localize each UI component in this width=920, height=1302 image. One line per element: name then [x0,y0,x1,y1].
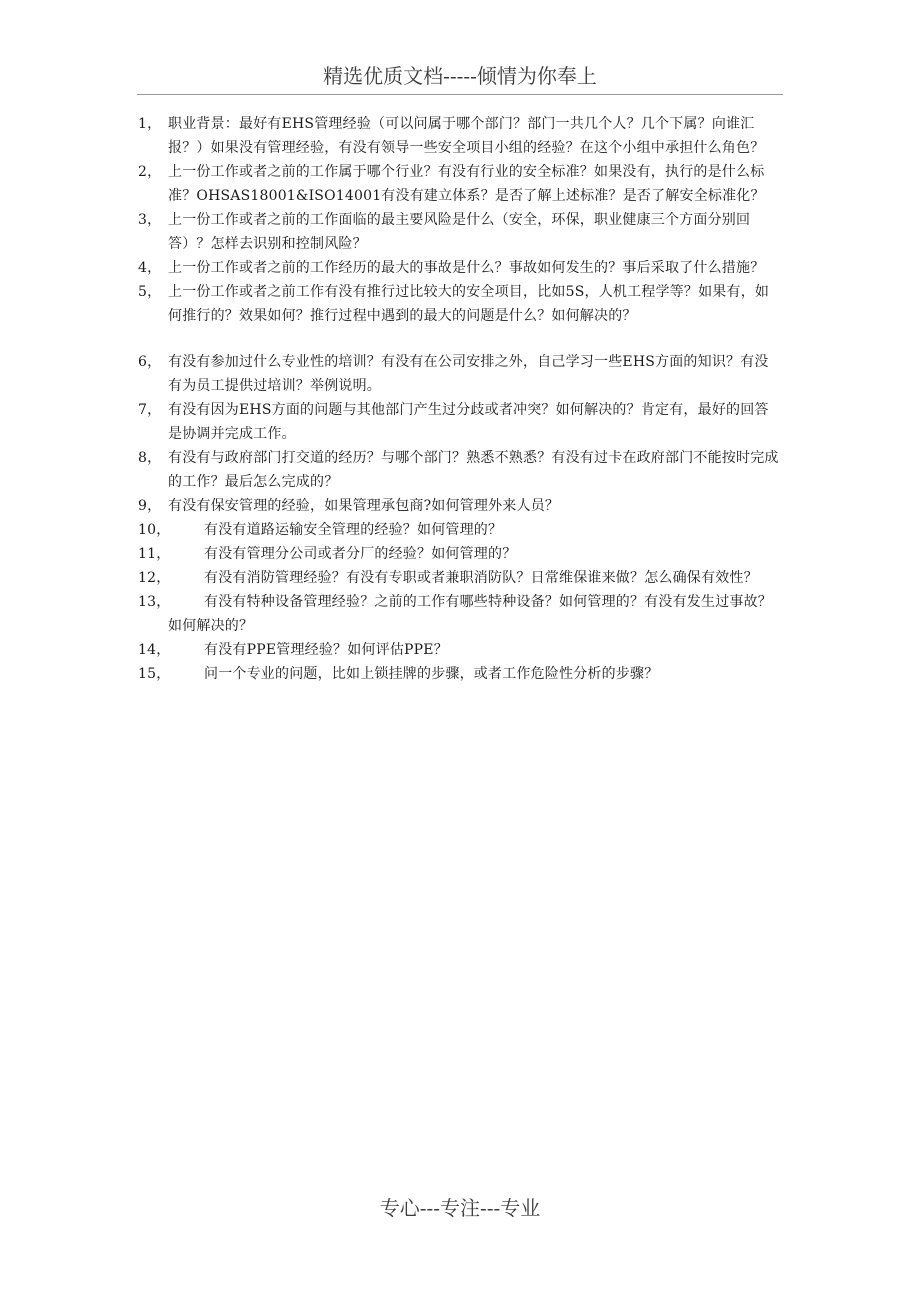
question-number: 7， [138,402,162,418]
question-text: 有没有保安管理的经验，如果管理承包商?如何管理外来人员？ [168,498,560,514]
question-number: 5， [138,284,162,300]
question-number: 3， [138,212,162,228]
question-item-2 [0,160,780,208]
question-item-6 [0,350,780,398]
question-number: 15， [138,666,171,682]
question-item-7 [0,398,780,446]
question-item-8 [0,446,780,494]
question-text: 职业背景：最好有EHS管理经验（可以问属于哪个部门？部门一共几个人？几个下属？向谁汇报？）如果没有管理经验，有没有领导一些安全项目小组的经验？在这个小组中承担什么角色？ [168,116,765,156]
question-text: 有没有特种设备管理经验？之前的工作有哪些特种设备？如何管理的？有没有发生过事故？如何解决的？ [168,594,772,634]
question-item-9 [0,494,780,518]
question-item-11 [0,542,780,566]
question-number: 12， [138,570,171,586]
question-item-10 [0,518,780,542]
question-text: 有没有与政府部门打交道的经历？与哪个部门？熟悉不熟悉？有没有过卡在政府部门不能按时完成的工作？最后怎么完成的？ [168,450,779,490]
question-item-5 [0,280,780,328]
question-number: 4， [138,260,162,276]
question-number: 14， [138,642,171,658]
page-footer-text: 专心---专注---专业 [379,1196,541,1220]
question-text: 问一个专业的问题，比如上锁挂牌的步骤，或者工作危险性分析的步骤？ [204,666,659,682]
question-text: 有没有参加过什么专业性的培训？有没有在公司安排之外，自己学习一些EHS方面的知识？有没有为员工提供过培训？举例说明。 [168,354,769,394]
question-number: 13， [138,594,171,610]
question-text: 有没有管理分公司或者分厂的经验？如何管理的？ [204,546,517,562]
question-number: 10， [138,522,171,538]
question-item-15 [0,662,780,686]
question-item-13 [0,590,780,638]
question-text: 有没有消防管理经验？有没有专职或者兼职消防队？日常维保谁来做？怎么确保有效性？ [204,570,758,586]
header-divider [137,94,783,95]
question-number: 2， [138,164,162,180]
question-number: 11， [138,546,171,562]
question-item-12 [0,566,780,590]
question-text: 有没有PPE管理经验？如何评估PPE？ [204,642,448,658]
question-text: 有没有道路运输安全管理的经验？如何管理的？ [204,522,503,538]
question-text: 上一份工作或者之前的工作属于哪个行业？有没有行业的安全标准？如果没有，执行的是什么标准？OHSAS18001&ISO14001有没有建立体系？是否了解上述标准？是否了解安全标准化？ [168,164,765,204]
question-number: 8， [138,450,162,466]
page-header-title: 精选优质文档-----倾情为你奉上 [323,64,597,88]
question-item-1 [0,112,780,160]
question-text: 上一份工作或者之前的工作经历的最大的事故是什么？事故如何发生的？事后采取了什么措施？ [168,260,765,276]
question-text: 上一份工作或者之前工作有没有推行过比较大的安全项目，比如5S，人机工程学等？如果有，如何推行的？效果如何？推行过程中遇到的最大的问题是什么？如何解决的？ [168,284,770,324]
interview-question-list [0,112,920,686]
question-number: 9， [138,498,162,514]
question-text: 有没有因为EHS方面的问题与其他部门产生过分歧或者冲突？如何解决的？肯定有，最好的回答是协调并完成工作。 [168,402,769,442]
question-text: 上一份工作或者之前的工作面临的最主要风险是什么（安全，环保，职业健康三个方面分别回答）？怎样去识别和控制风险？ [168,212,751,252]
question-number: 1， [138,116,162,132]
question-item-3 [0,208,780,256]
question-number: 6， [138,354,162,370]
question-item-14 [0,638,780,662]
question-item-4 [0,256,780,280]
